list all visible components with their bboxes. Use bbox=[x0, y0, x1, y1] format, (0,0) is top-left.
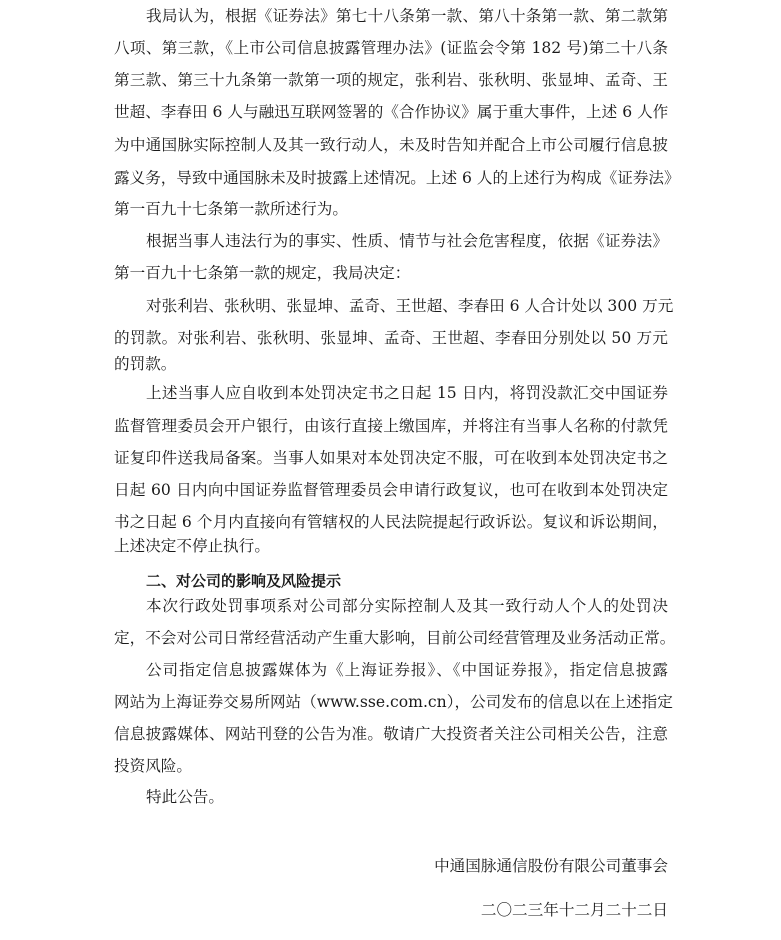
signature-date: 二〇二三年十二月二十二日 bbox=[480, 901, 668, 919]
text-line: 我局认为，根据《证券法》第七十八条第一款、第八十条第一款、第二款第 bbox=[146, 7, 668, 25]
text-line: 上述决定不停止执行。 bbox=[114, 537, 270, 555]
text-line: 的罚款。对张利岩、张秋明、张显坤、孟奇、王世超、李春田分别处以 50 万元 bbox=[114, 329, 668, 347]
text-line: 第一百九十七条第一款所述行为。 bbox=[114, 200, 348, 218]
text-line: 公司指定信息披露媒体为《上海证券报》、《中国证券报》，指定信息披露 bbox=[146, 661, 668, 679]
text-line: 投资风险。 bbox=[114, 757, 192, 775]
section-heading: 二、对公司的影响及风险提示 bbox=[146, 572, 342, 590]
text-line: 信息披露媒体、网站刊登的公告为准。敬请广大投资者关注公司相关公告，注意 bbox=[114, 725, 668, 743]
signature-company: 中通国脉通信股份有限公司董事会 bbox=[434, 857, 668, 875]
text-line: 定，不会对公司日常经营活动产生重大影响，目前公司经营管理及业务活动正常。 bbox=[114, 629, 676, 647]
text-line: 第三款、第三十九条第一款第一项的规定，张利岩、张秋明、张显坤、孟奇、王 bbox=[114, 71, 668, 89]
text-line: 露义务，导致中通国脉未及时披露上述情况。上述 6 人的上述行为构成《证券法》 bbox=[114, 169, 680, 187]
text-line: 第一百九十七条第一款的规定，我局决定： bbox=[114, 264, 411, 282]
text-line: 特此公告。 bbox=[146, 788, 224, 806]
text-line: 八项、第三款，《上市公司信息披露管理办法》(证监会令第 182 号)第二十八条 bbox=[114, 39, 668, 57]
text-line: 世超、李春田 6 人与融迅互联网签署的《合作协议》属于重大事件，上述 6 人作 bbox=[114, 103, 669, 121]
text-line: 监督管理委员会开户银行，由该行直接上缴国库，并将注有当事人名称的付款凭 bbox=[114, 417, 668, 435]
text-line: 上述当事人应自收到本处罚决定书之日起 15 日内，将罚没款汇交中国证券 bbox=[146, 384, 668, 402]
text-line: 的罚款。 bbox=[114, 355, 177, 373]
text-line: 本次行政处罚事项系对公司部分实际控制人及其一致行动人个人的处罚决 bbox=[146, 597, 668, 615]
text-line: 书之日起 6 个月内直接向有管辖权的人民法院提起行政诉讼。复议和诉讼期间， bbox=[114, 513, 668, 531]
text-line: 网站为上海证券交易所网站（www.sse.com.cn），公司发布的信息以在上述指定 bbox=[114, 693, 673, 711]
text-line: 证复印件送我局备案。当事人如果对本处罚决定不服，可在收到本处罚决定书之 bbox=[114, 449, 668, 467]
text-line: 为中通国脉实际控制人及其一致行动人，未及时告知并配合上市公司履行信息披 bbox=[114, 136, 668, 154]
text-line: 根据当事人违法行为的事实、性质、情节与社会危害程度，依据《证券法》 bbox=[146, 232, 668, 250]
text-line: 日起 60 日内向中国证券监督管理委员会申请行政复议，也可在收到本处罚决定 bbox=[114, 481, 668, 499]
text-line: 对张利岩、张秋明、张显坤、孟奇、王世超、李春田 6 人合计处以 300 万元 bbox=[146, 297, 674, 315]
